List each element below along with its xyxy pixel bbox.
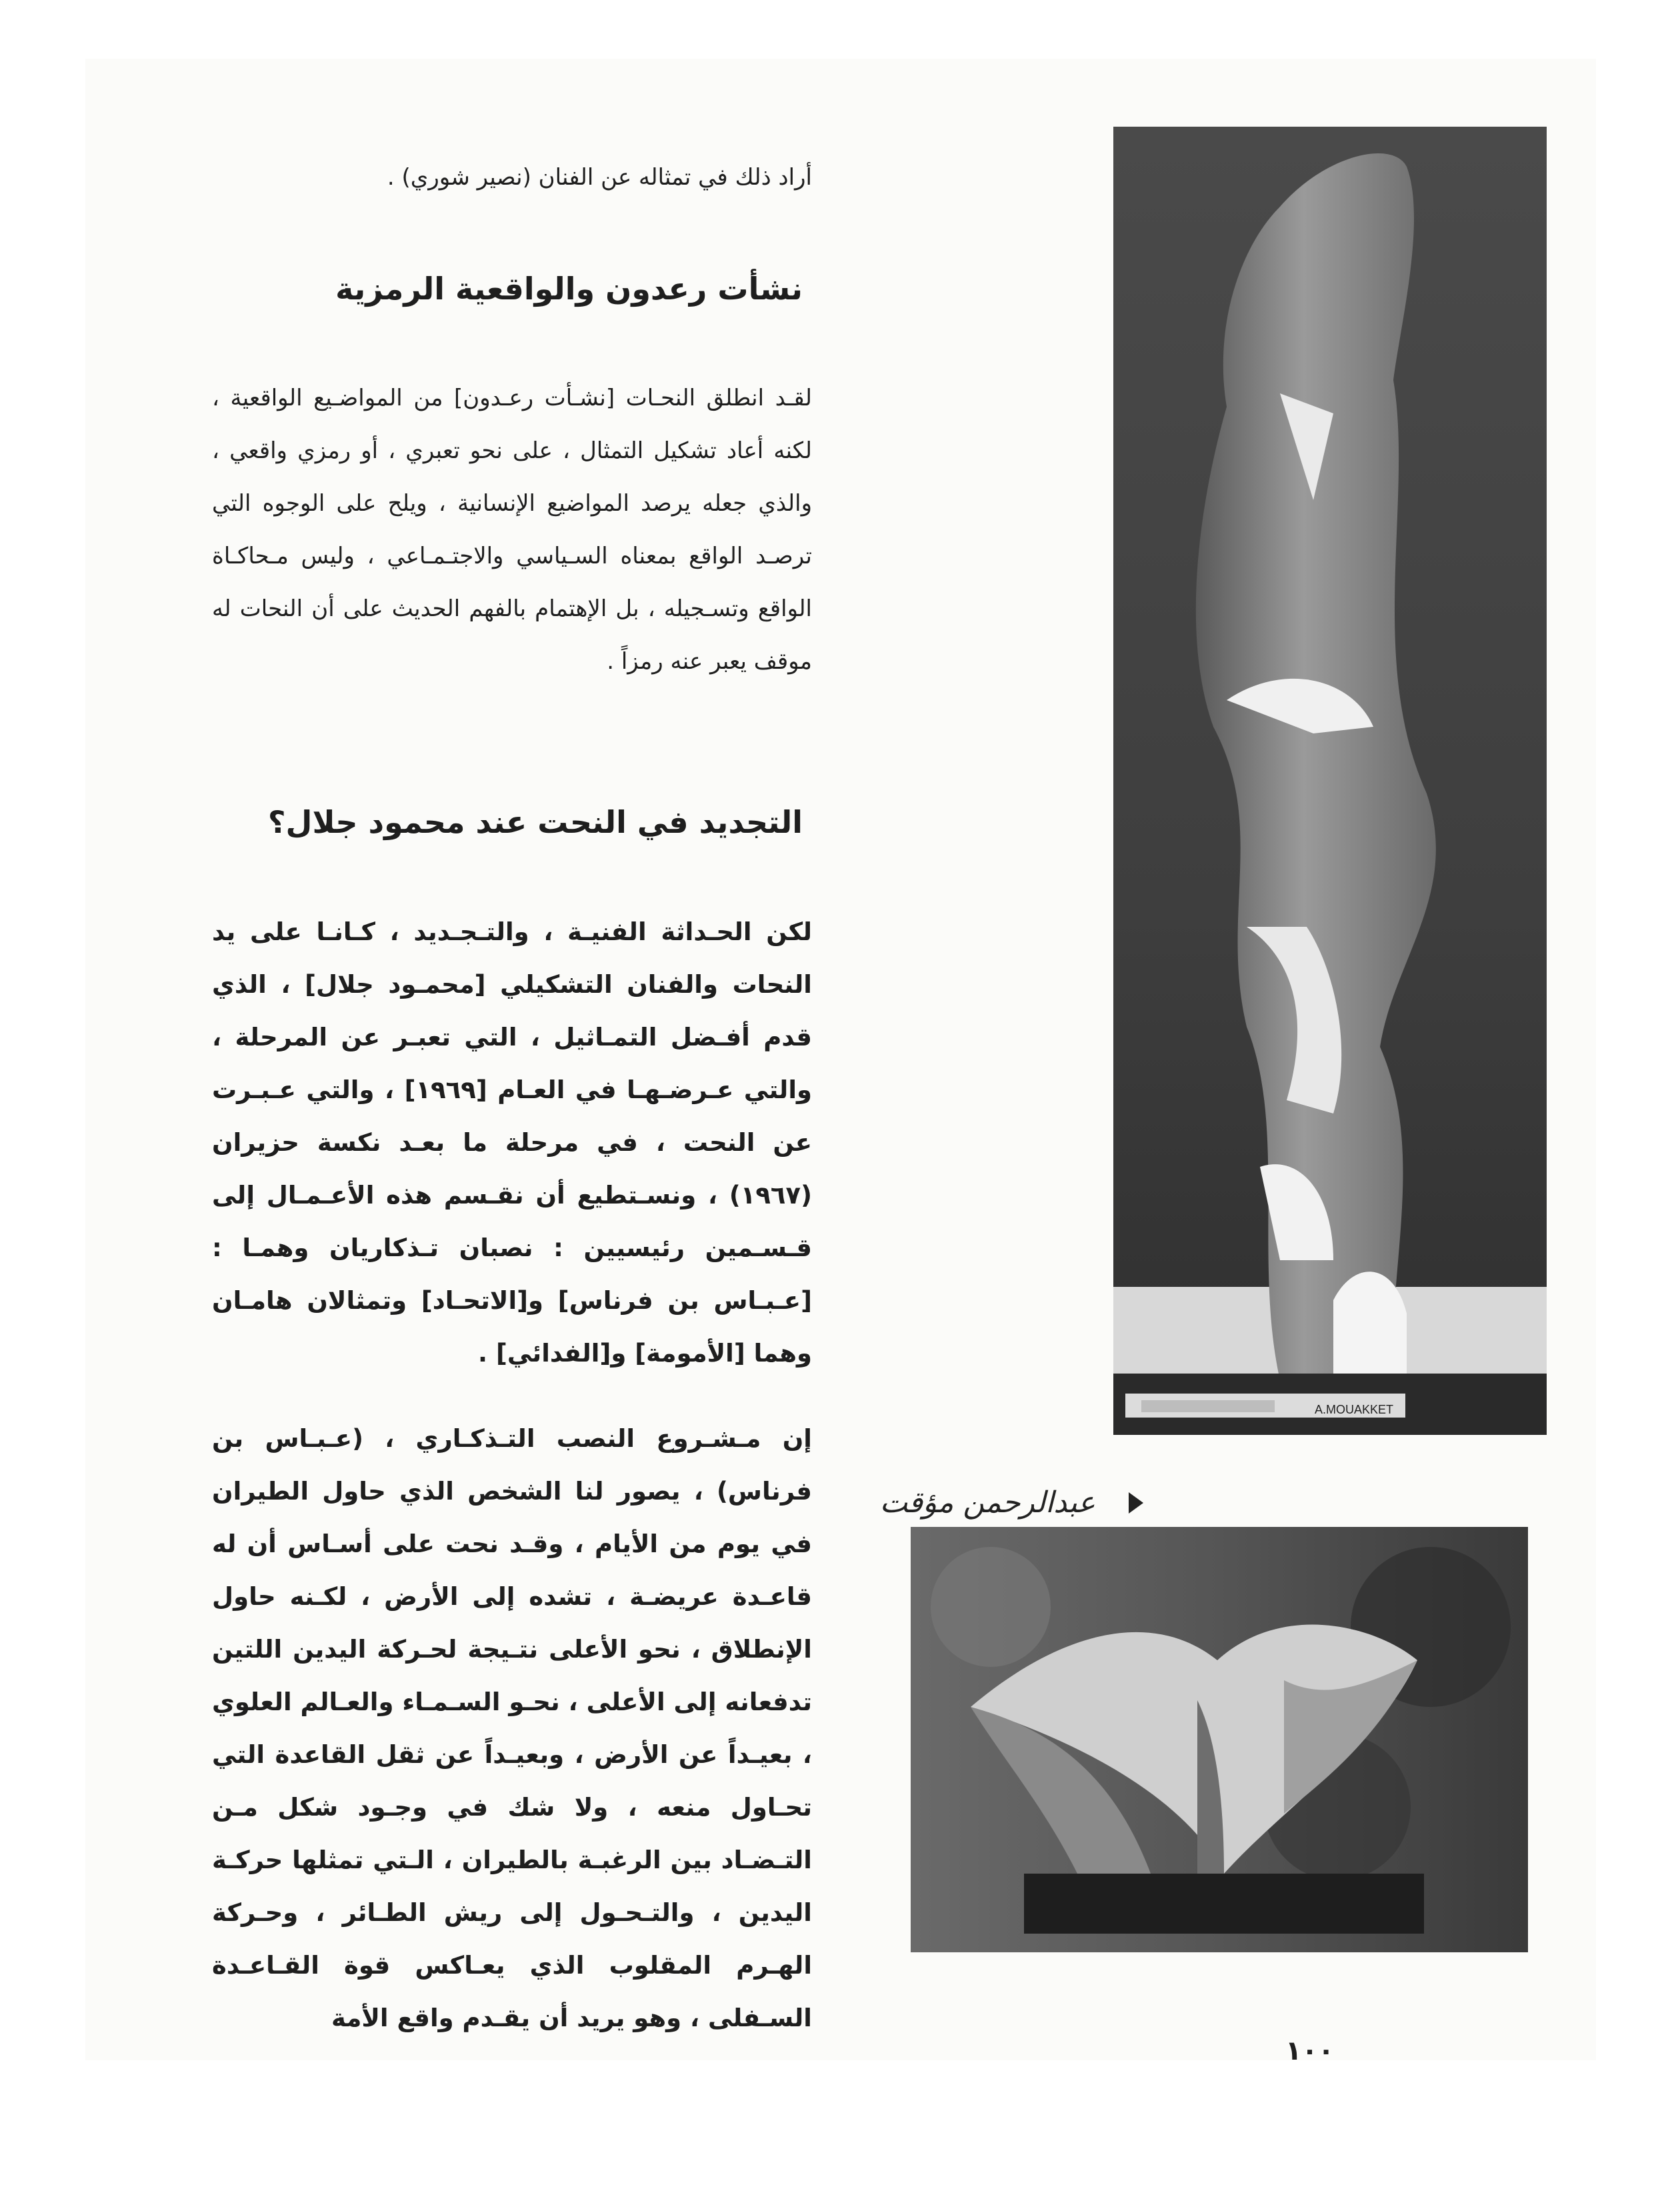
- page-number: ١٠٠: [1285, 2036, 1335, 2066]
- paragraph-text: لكن الحـداثة الفنيـة ، والتـجـديد ، كـانـا على يد النحات والفنان التشكيلي [محمـود جلال] ، الذي قدم أفـضل التمـاثيل ، التي تعبـر عن المرحلة ، والتي عـرضـهـا في العـام [١٩٦٩] ، والتي عـبـرت عن النحت ، في مرحلة ما بعـد نكسة حزيران (١٩٦٧) ، ونسـتطيع أن نقـسم هذه الأعـمـال إلى قـسـمين رئيسيين : نصبان تـذكاريان وهمـا : [عـبـاس بن فرناس] و[الاتحـاد] وتمثالان هامـان وهما [الأمومة] و[الفدائي] .: [212, 917, 812, 1368]
- paragraph-text: إن مـشـروع النصب التـذكـاري ، (عـبـاس بن فرناس) ، يصور لنا الشخص الذي حاول الطيران في يوم من الأيام ، وقـد نحت على أسـاس أن له قاعـدة عريضـة ، تشده إلى الأرض ، لكـنه حاول الإنطلاق ، نحو الأعلى نتـيجة لحـركة اليدين اللتين تدفعانه إلى الأعلى ، نحـو السـمـاء والعـالم العلوي ، بعيـداً عن الأرض ، وبعيـداً عن ثقل القاعدة التي تحـاول منعه ، ولا شك في وجـود شكل مـن التـضـاد بين الرغبـة بالطيران ، الـتي تمثلها حركـة اليدين ، والتـحـول إلى ريش الطـائر ، وحـركة الهـرم المقلوب الذي يعـاكس قوة القـاعـدة السـفلى ، وهو يريد أن يقـدم واقع الأمة: [212, 1424, 812, 2032]
- paragraph-text: لقـد انطلق النحـات [نشـأت رعـدون] من المواضـيع الواقعية ، لكنه أعاد تشكيل التمثال ، على نحو تعبري ، أو رمزي واقعي ، والذي جعله يرصد المواضيع الإنسانية ، ويلح على الوجوه التي ترصـد الواقع بمعناه السـياسي والاجتـمـاعي ، وليس مـحاكـاة الواقع وتسـجيله ، بل الإهتمام بالفهم الحديث على أن النحات له موقف يعبر عنه رمزاً .: [212, 385, 812, 675]
- credit-name: عبدالرحمن مؤقت: [879, 1486, 1095, 1520]
- lead-line: أراد ذلك في تمثاله عن الفنان (نصير شوري) .: [387, 164, 812, 191]
- section-heading-nashat-radoun: نشأت رعدون والواقعية الرمزية: [335, 271, 803, 307]
- paragraph-modernity: [212, 905, 812, 1380]
- paragraph-nashat-radoun: [212, 372, 812, 688]
- plinth-plate: [1141, 1400, 1275, 1412]
- sculpture-photo-wide: [911, 1527, 1528, 1952]
- page: [85, 59, 1596, 2066]
- section-heading-mahmoud-jalal: التجديد في النحت عند محمود جلال؟: [267, 804, 803, 840]
- paragraph-abbas-ibn-firnas: [212, 1412, 812, 2044]
- arrow-right-icon: [1129, 1492, 1143, 1514]
- sculpture-photo-tall: [1113, 127, 1547, 1435]
- plinth-label: A.MOUAKKET: [1314, 1403, 1393, 1416]
